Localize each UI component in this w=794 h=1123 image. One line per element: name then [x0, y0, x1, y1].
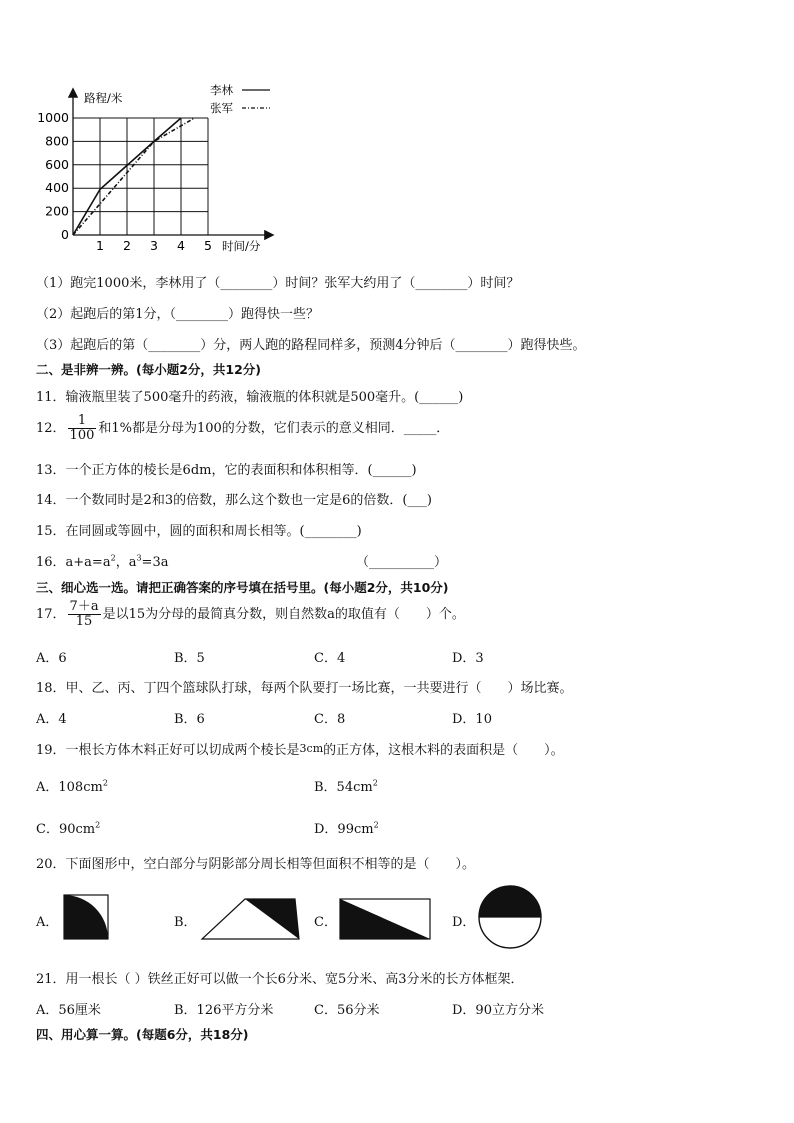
legend-label-lilin: 李林	[210, 83, 233, 97]
question-20: 20．下面图形中，空白部分与阴影部分周长相等但面积不相等的是（ ）。	[36, 857, 476, 872]
q17-option-a: A．6	[36, 651, 67, 666]
q16-blank: （__________）	[356, 555, 448, 570]
q18-option-a: A．4	[36, 712, 67, 727]
section2-title: 二、是非辨一辨。(每小题2分，共12分)	[36, 362, 262, 377]
q17-option-b: B．5	[174, 651, 205, 666]
y-tick-800: 800	[45, 133, 69, 149]
y-tick-600: 600	[45, 156, 69, 172]
x-tick-2: 2	[123, 238, 131, 253]
q18-option-c: C．8	[314, 712, 346, 727]
q12-frac-denominator: 100	[69, 428, 95, 443]
q16-part-a: 16．a+a=a	[36, 555, 111, 570]
y-tick-400: 400	[45, 180, 69, 196]
q17-fraction	[68, 600, 101, 629]
q16-part-b: ，a	[115, 555, 137, 570]
section3-title: 三、细心选一选。请把正确答案的序号填在括号里。(每小题2分，共10分)	[36, 580, 449, 595]
q19-option-a: A．$108cm^2$	[36, 778, 108, 795]
q12-text: 和1%都是分母为100的分数，它们表示的意义相同．_____．	[98, 421, 450, 436]
question-13: 13．一个正方体的棱长是6dm，它的表面积和体积相等．(______)	[36, 463, 417, 478]
q20-option-b-label: B．	[174, 915, 197, 930]
question-11: 11．输液瓶里装了500毫升的药液，输液瓶的体积就是500毫升。(______)	[36, 390, 464, 405]
y-tick-0: 0	[61, 227, 69, 242]
x-tick-5: 5	[204, 238, 212, 253]
section4-title: 四、用心算一算。(每题6分，共18分)	[36, 1027, 249, 1042]
chart-grid	[73, 118, 208, 235]
x-tick-4: 4	[177, 238, 185, 253]
series-lines	[73, 118, 195, 235]
q10-part2: （2）起跑后的第1分，（________）跑得快一些？	[36, 307, 320, 322]
q20-option-d-label: D．	[452, 915, 476, 930]
y-axis-label: 路程/米	[84, 91, 123, 105]
x-tick-3: 3	[150, 238, 158, 253]
q12-frac-numerator: 1	[68, 414, 97, 429]
q17-option-c: C．4	[314, 651, 346, 666]
q17-number: 17．	[36, 607, 66, 622]
q21-option-c: C．56分米	[314, 1003, 380, 1018]
q17-option-d: D．3	[452, 651, 484, 666]
q19-unit: 3cm	[299, 742, 324, 755]
legend-label-zhangjun: 张军	[210, 101, 233, 115]
x-axis-label: 时间/分	[222, 239, 261, 253]
q20-figure-b	[200, 897, 300, 941]
q20-option-c-label: C．	[314, 915, 337, 930]
q20-figure-c	[338, 897, 432, 941]
q19-option-b: B．$54cm^2$	[314, 778, 378, 795]
series-line-zhangjun	[73, 118, 195, 235]
q16-sup1: 2	[110, 553, 116, 563]
x-tick-labels	[96, 238, 212, 253]
q16-part-c: =3a	[141, 555, 169, 570]
q19-part-b: 的正方体，这根木料的表面积是（ ）。	[323, 743, 564, 758]
question-21: 21．用一根长（ ）铁丝正好可以做一个长6分米、宽5分米、高3分米的长方体框架．	[36, 972, 524, 987]
q17-frac-denominator: 15	[75, 614, 93, 629]
question-19	[36, 739, 564, 758]
y-tick-labels	[37, 110, 69, 242]
question-15: 15．在同圆或等圆中，圆的面积和周长相等。(________)	[36, 524, 362, 539]
q21-option-d: D．90立方分米	[452, 1003, 544, 1018]
q20-figure-a	[63, 894, 109, 940]
y-tick-200: 200	[45, 203, 69, 219]
q10-part3: （3）起跑后的第（________）分，两人跑的路程同样多，预测4分钟后（________）跑得快些。	[36, 338, 586, 353]
q20-option-a-label: A．	[36, 915, 59, 930]
q16-sup2: 3	[136, 553, 142, 563]
y-tick-1000: 1000	[37, 110, 69, 125]
q18-option-d: D．10	[452, 712, 492, 727]
question-18: 18．甲、乙、丙、丁四个篮球队打球，每两个队要打一场比赛，一共要进行（ ）场比赛。	[36, 681, 573, 696]
q19-part-a: 19．一根长方体木料正好可以切成两个棱长是	[36, 743, 300, 758]
q20-figure-d	[477, 884, 543, 950]
q19-option-c: C．$90cm^2$	[36, 820, 101, 837]
question-12	[36, 414, 449, 443]
question-17	[36, 600, 465, 629]
q12-number: 12．	[36, 421, 66, 436]
line-chart	[30, 78, 290, 258]
q21-option-b: B．126平方分米	[174, 1003, 274, 1018]
q18-option-b: B．6	[174, 712, 205, 727]
q19-option-d: D．$99cm^2$	[314, 820, 379, 837]
q17-text: 是以15为分母的最简真分数，则自然数a的取值有（ ）个。	[102, 607, 465, 622]
q21-option-a: A．56厘米	[36, 1003, 101, 1018]
q10-part1: （1）跑完1000米，李林用了（________）时间？张军大约用了（________）时间？	[36, 276, 520, 291]
question-14: 14．一个数同时是2和3的倍数，那么这个数也一定是6的倍数．(___)	[36, 493, 432, 508]
question-16	[36, 551, 168, 570]
q17-frac-numerator: 7＋a	[69, 599, 99, 614]
x-tick-1: 1	[96, 238, 104, 253]
q12-fraction	[68, 414, 97, 443]
